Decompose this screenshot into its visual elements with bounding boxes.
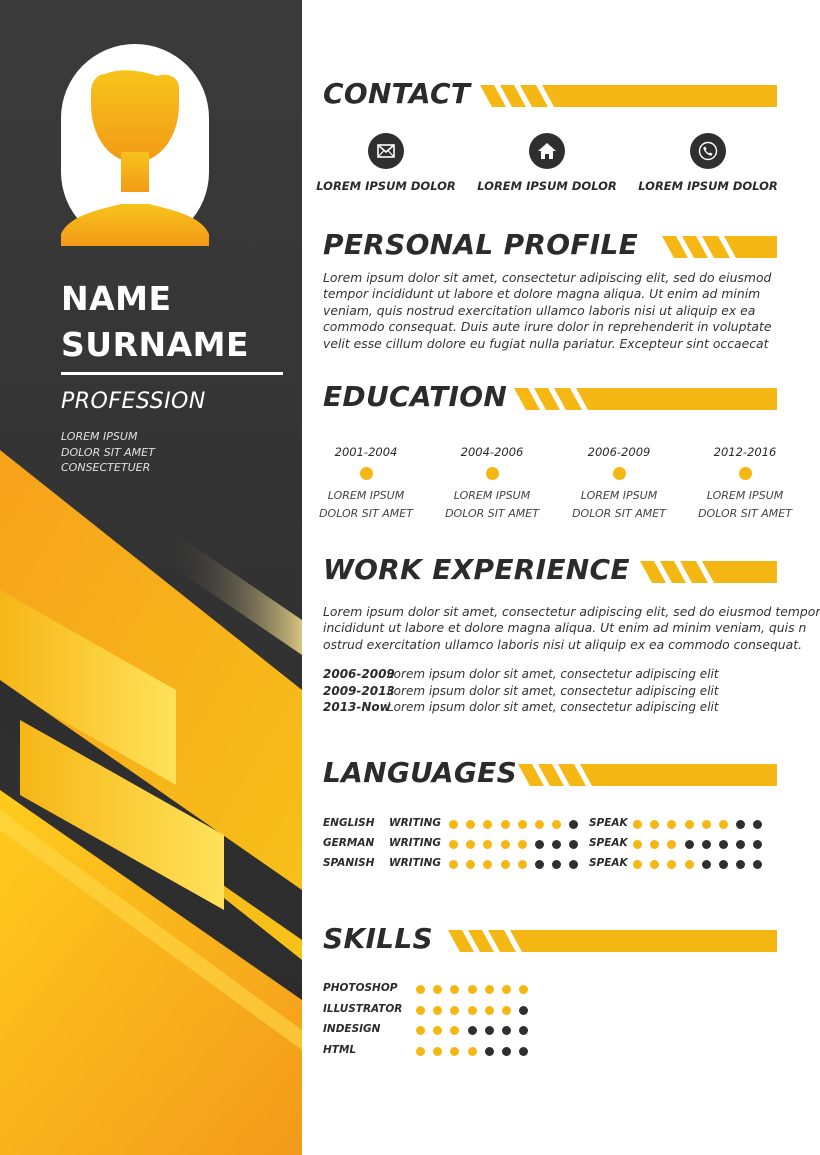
education-title: EDUCATION xyxy=(323,380,508,413)
education-line: LOREM IPSUM xyxy=(327,489,405,502)
rating-dot-filled xyxy=(416,1047,425,1056)
rating-dot-filled xyxy=(466,840,475,849)
rating-dot-filled xyxy=(501,840,510,849)
stripe-bar xyxy=(576,388,777,410)
stripe-bar xyxy=(510,930,777,952)
education-line: DOLOR SIT AMET xyxy=(319,506,413,520)
contact-item-address xyxy=(472,133,622,193)
profile-line: velit esse cillum dolore eu fugiat nulla pariatur. Excepteur sint occaecat xyxy=(323,335,769,351)
rating-dot-filled xyxy=(650,860,659,869)
work-text xyxy=(323,604,820,653)
rating-dot-filled xyxy=(518,860,527,869)
rating-dot-empty xyxy=(702,860,711,869)
rating-dot-filled xyxy=(468,1047,477,1056)
rating-dot-empty xyxy=(552,840,561,849)
rating-dot-empty xyxy=(519,1047,528,1056)
languages-title: LANGUAGES xyxy=(323,756,518,789)
rating-dot-filled xyxy=(450,1047,459,1056)
timeline-dot xyxy=(486,467,499,480)
rating-dot-filled xyxy=(483,860,492,869)
education-years: 2004-2006 xyxy=(460,445,524,459)
skill-name: HTML xyxy=(323,1044,357,1056)
rating-dot-filled xyxy=(502,1006,511,1015)
education-item xyxy=(564,445,674,522)
stripe-segment xyxy=(558,764,586,786)
home-icon xyxy=(529,133,565,169)
education-years: 2012-2016 xyxy=(713,445,777,459)
rating-dot-empty xyxy=(719,840,728,849)
rating-dot-filled xyxy=(433,1026,442,1035)
work-title-stripe xyxy=(640,561,777,583)
stripe-bar xyxy=(702,561,777,583)
rating-dot-filled xyxy=(483,840,492,849)
rating-dot-empty xyxy=(485,1026,494,1035)
rating-dot-filled xyxy=(450,1026,459,1035)
surname: SURNAME xyxy=(61,325,250,364)
work-line: incididunt ut labore et dolore magna aliqua. Ut enim ad minim veniam, quis n xyxy=(323,620,807,636)
rating-dot-filled xyxy=(468,1006,477,1015)
rating-dot-filled xyxy=(483,820,492,829)
decorative-stripes xyxy=(0,440,302,1155)
timeline-dot xyxy=(739,467,752,480)
education-item xyxy=(690,445,800,522)
rating-dot-filled xyxy=(535,820,544,829)
rating-dot-empty xyxy=(753,840,762,849)
rating-dot-empty xyxy=(519,1006,528,1015)
skill-name: ILLUSTRATOR xyxy=(323,1003,403,1015)
rating-dot-filled xyxy=(685,820,694,829)
education-title-stripe xyxy=(514,388,777,410)
avatar xyxy=(61,44,209,246)
stripe-bar xyxy=(724,236,777,258)
profile-title: PERSONAL PROFILE xyxy=(323,228,639,261)
rating-dot-filled xyxy=(433,1047,442,1056)
rating-dot-filled xyxy=(650,820,659,829)
work-history xyxy=(323,666,719,716)
stripe-segment xyxy=(554,388,582,410)
rating-dot-filled xyxy=(501,820,510,829)
stripe-segment xyxy=(702,236,730,258)
rating-dot-empty xyxy=(519,1026,528,1035)
contact-title-stripe xyxy=(480,85,777,107)
stripe-bar xyxy=(542,85,777,107)
work-desc: Lorem ipsum dolor sit amet, consectetur adipiscing elit xyxy=(387,683,719,698)
rating-dot-filled xyxy=(501,860,510,869)
writing-label: WRITING xyxy=(389,837,442,849)
rating-dot-filled xyxy=(650,840,659,849)
rating-dot-filled xyxy=(519,985,528,994)
rating-dot-empty xyxy=(502,1026,511,1035)
work-title: WORK EXPERIENCE xyxy=(323,553,630,586)
stripe-segment xyxy=(520,85,548,107)
education-item-clip xyxy=(690,445,792,525)
phone-icon xyxy=(690,133,726,169)
rating-dot-filled xyxy=(667,840,676,849)
sidebar xyxy=(0,0,302,1155)
contact-label: LOREM IPSUM DOLOR xyxy=(477,179,617,193)
sidebar-info xyxy=(61,429,155,476)
timeline-dot xyxy=(613,467,626,480)
rating-dot-empty xyxy=(736,820,745,829)
rating-dot-filled xyxy=(502,985,511,994)
rating-dot-filled xyxy=(416,1006,425,1015)
work-line: ostrud exercitation ullamco laboris nisi ut aliquip ex ea commodo consequat. xyxy=(323,636,803,652)
rating-dot-filled xyxy=(719,820,728,829)
rating-dot-empty xyxy=(685,840,694,849)
skill-name: INDESIGN xyxy=(323,1023,381,1035)
rating-dot-empty xyxy=(702,840,711,849)
rating-dot-filled xyxy=(485,1006,494,1015)
rating-dot-filled xyxy=(449,840,458,849)
rating-dot-filled xyxy=(667,820,676,829)
rating-dot-filled xyxy=(433,1006,442,1015)
languages-title-stripe xyxy=(518,764,777,786)
language-name: GERMAN xyxy=(323,837,375,849)
rating-dot-filled xyxy=(416,985,425,994)
person-silhouette-icon xyxy=(61,44,209,246)
rating-dot-filled xyxy=(685,860,694,869)
speak-label: SPEAK xyxy=(589,837,628,849)
work-years: 2006-2009 xyxy=(323,667,395,681)
work-years: 2009-2013 xyxy=(323,683,395,698)
rating-dot-empty xyxy=(736,860,745,869)
education-years: 2006-2009 xyxy=(587,445,651,459)
rating-dot-empty xyxy=(535,840,544,849)
sidebar-info-line: DOLOR SIT AMET xyxy=(61,445,155,459)
rating-dot-empty xyxy=(753,820,762,829)
rating-dot-filled xyxy=(468,985,477,994)
rating-dot-empty xyxy=(569,860,578,869)
rating-dot-empty xyxy=(502,1047,511,1056)
rating-dot-filled xyxy=(416,1026,425,1035)
rating-dot-filled xyxy=(466,860,475,869)
rating-dot-filled xyxy=(633,860,642,869)
rating-dot-filled xyxy=(449,820,458,829)
profile-title-stripe xyxy=(662,236,777,258)
rating-dot-filled xyxy=(518,840,527,849)
rating-dot-filled xyxy=(450,985,459,994)
rating-dot-filled xyxy=(466,820,475,829)
full-name xyxy=(61,276,249,368)
contact-item-phone xyxy=(633,133,783,193)
name-divider xyxy=(61,372,283,375)
profile-line: Lorem ipsum dolor sit amet, consectetur adipiscing elit, sed do eiusmod xyxy=(323,270,772,285)
rating-dot-filled xyxy=(702,820,711,829)
rating-dot-empty xyxy=(468,1026,477,1035)
rating-dot-filled xyxy=(633,820,642,829)
timeline-dot xyxy=(360,467,373,480)
rating-dot-empty xyxy=(485,1047,494,1056)
profession: PROFESSION xyxy=(61,389,206,414)
education-line: DOLOR SIT AMET xyxy=(445,506,539,520)
rating-dot-filled xyxy=(667,860,676,869)
first-name: NAME xyxy=(61,279,172,318)
rating-dot-empty xyxy=(569,820,578,829)
work-line: Lorem ipsum dolor sit amet, consectetur adipiscing elit, sed do eiusmod tempor xyxy=(323,604,820,619)
skill-name: PHOTOSHOP xyxy=(323,982,398,994)
speak-label: SPEAK xyxy=(589,857,628,869)
education-item xyxy=(311,445,421,522)
writing-label: WRITING xyxy=(389,817,442,829)
rating-dot-empty xyxy=(535,860,544,869)
stripe-segment xyxy=(680,561,708,583)
profile-line: veniam, quis nostrud exercitation ullamco laboris nisi ut aliquip ex ea xyxy=(323,302,756,318)
profile-line: tempor incididunt ut labore et dolore magna aliqua. Ut enim ad minim xyxy=(323,286,761,302)
rating-dot-empty xyxy=(569,840,578,849)
education-line: DOLOR SIT AMET xyxy=(572,506,666,520)
education-line: DOLOR SIT AMET xyxy=(698,506,792,520)
work-row xyxy=(323,699,719,716)
contact-label: LOREM IPSUM DOLOR xyxy=(316,179,456,193)
rating-dot-filled xyxy=(552,820,561,829)
rating-dot-empty xyxy=(552,860,561,869)
work-row xyxy=(323,683,719,700)
stripe-bar xyxy=(580,764,777,786)
contact-item-email xyxy=(311,133,461,193)
speak-label: SPEAK xyxy=(589,817,628,829)
skills-title: SKILLS xyxy=(323,922,433,955)
rating-dot-empty xyxy=(753,860,762,869)
education-item xyxy=(437,445,547,522)
skills-title-stripe xyxy=(448,930,777,952)
stripe-segment xyxy=(488,930,516,952)
education-line: LOREM IPSUM xyxy=(453,489,531,502)
rating-dot-empty xyxy=(719,860,728,869)
rating-dot-filled xyxy=(433,985,442,994)
education-line: LOREM IPSUM xyxy=(580,489,658,502)
rating-dot-filled xyxy=(485,985,494,994)
envelope-icon xyxy=(368,133,404,169)
language-name: ENGLISH xyxy=(323,817,375,829)
contact-label: LOREM IPSUM DOLOR xyxy=(638,179,778,193)
rating-dot-filled xyxy=(449,860,458,869)
rating-dot-filled xyxy=(450,1006,459,1015)
rating-dot-empty xyxy=(736,840,745,849)
rating-dot-filled xyxy=(518,820,527,829)
education-line: LOREM IPSUM xyxy=(706,489,784,502)
work-desc: Lorem ipsum dolor sit amet, consectetur adipiscing elit xyxy=(387,700,719,715)
sidebar-info-line: CONSECTETUER xyxy=(61,461,151,474)
work-desc: Lorem ipsum dolor sit amet, consectetur adipiscing elit xyxy=(387,667,719,681)
profile-line: commodo consequat. Duis aute irure dolor in reprehenderit in voluptate xyxy=(323,319,772,335)
work-row xyxy=(323,666,719,683)
rating-dot-filled xyxy=(633,840,642,849)
language-name: SPANISH xyxy=(323,857,375,869)
writing-label: WRITING xyxy=(389,857,442,869)
sidebar-info-line: LOREM IPSUM xyxy=(61,430,138,443)
profile-text xyxy=(323,270,783,352)
education-years: 2001-2004 xyxy=(334,445,398,459)
work-years: 2013-Now xyxy=(323,700,391,715)
contact-title: CONTACT xyxy=(323,77,471,110)
